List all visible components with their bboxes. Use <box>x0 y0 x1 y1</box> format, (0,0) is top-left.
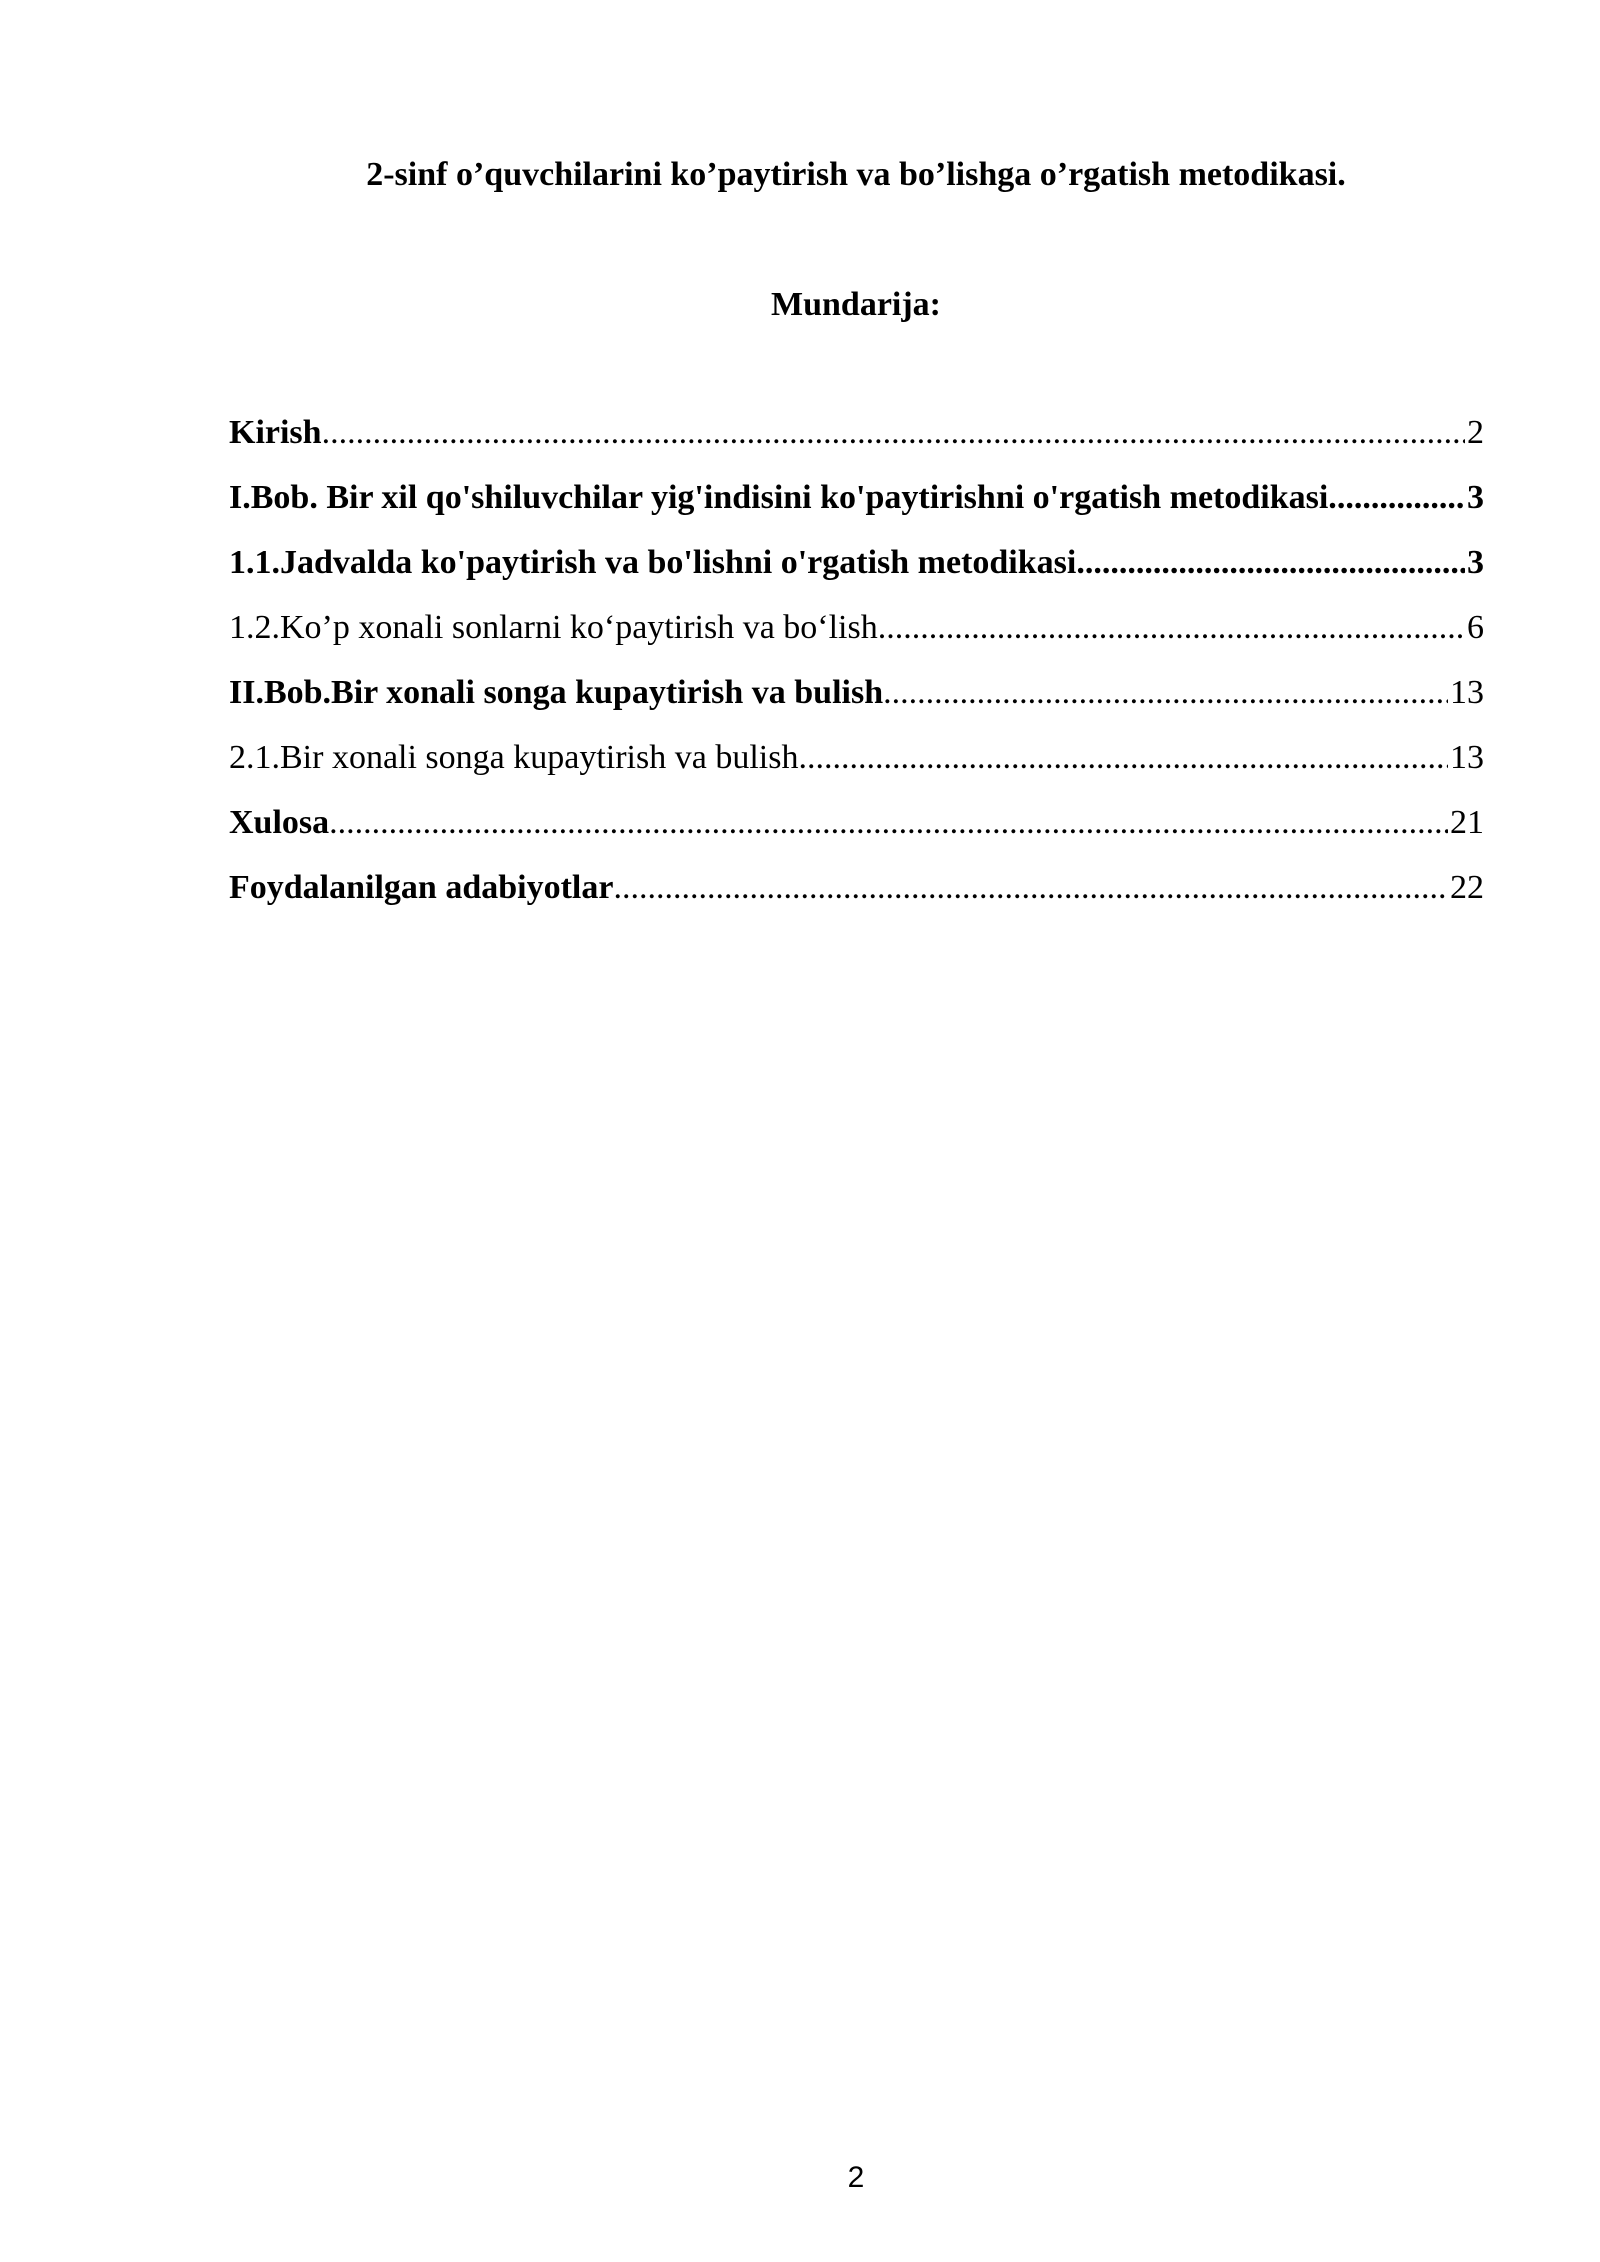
document-title: 2-sinf o’quvchilarini ko’paytirish va bo’lishga o’rgatish metodikasi. <box>366 156 1346 193</box>
toc-entry-kirish[interactable] <box>229 408 1484 473</box>
toc-entry-label: Xulosa <box>229 804 330 841</box>
toc-entry-chapter-2[interactable] <box>229 668 1484 733</box>
toc-page-number: 13 <box>1450 739 1484 776</box>
page-number: 2 <box>847 2161 865 2194</box>
toc-page-number: 3 <box>1467 544 1484 581</box>
toc-page-number: 6 <box>1467 609 1484 646</box>
toc-entry-label: II.Bob.Bir xonali songa kupaytirish va bulish <box>229 674 884 711</box>
toc-heading: Mundarija: <box>771 286 941 323</box>
toc-entry-section-2-1[interactable] <box>229 733 1484 798</box>
toc-page-number: 2 <box>1467 414 1484 451</box>
toc-dot-leader <box>322 408 1465 458</box>
toc-entry-label: I.Bob. Bir xil qo'shiluvchilar yig'indisini ko'paytirishni o'rgatish metodikasi. <box>229 479 1337 516</box>
toc-dot-leader <box>329 798 1448 848</box>
toc-entry-section-1-1[interactable] <box>229 538 1484 603</box>
toc-dot-leader <box>798 733 1448 783</box>
toc-entry-chapter-1[interactable] <box>229 473 1484 538</box>
toc-page-number: 22 <box>1450 869 1484 906</box>
toc-entry-references[interactable] <box>229 863 1484 928</box>
toc-entry-label: Foydalanilgan adabiyotlar <box>229 869 614 906</box>
toc-entry-label: 2.1.Bir xonali songa kupaytirish va bulish <box>229 739 799 776</box>
toc-entry-label: 1.1.Jadvalda ko'paytirish va bo'lishni o'rgatish metodikasi <box>229 544 1077 581</box>
toc-page-number: 21 <box>1450 804 1484 841</box>
toc-entry-section-1-2[interactable] <box>229 603 1484 668</box>
toc-entry-label: 1.2.Ko’p xonali sonlarni ko‘paytirish va bo‘lish <box>229 609 878 646</box>
toc-page-number: 13 <box>1450 674 1484 711</box>
toc-dot-leader <box>883 668 1448 718</box>
toc-dot-leader <box>1076 538 1465 588</box>
toc-entry-label: Kirish <box>229 414 322 451</box>
toc-entry-xulosa[interactable] <box>229 798 1484 863</box>
toc-dot-leader <box>613 863 1448 913</box>
toc-page-number: 3 <box>1467 479 1484 516</box>
table-of-contents <box>229 408 1484 928</box>
toc-dot-leader <box>1337 473 1465 523</box>
toc-dot-leader <box>878 603 1465 653</box>
